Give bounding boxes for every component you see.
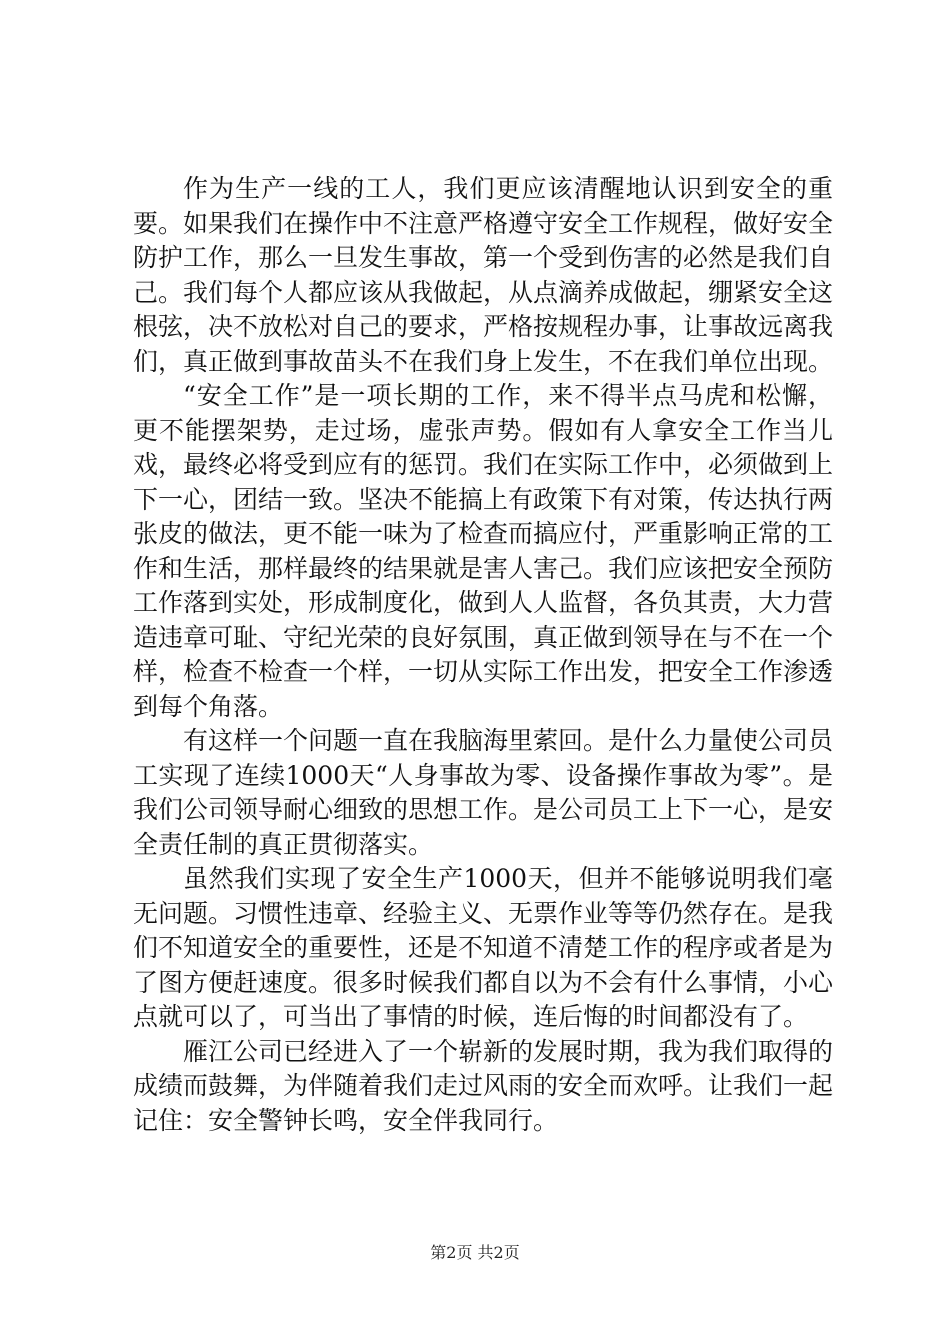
document-body — [133, 172, 833, 1138]
paragraph-2: “安全工作”是一项长期的工作，来不得半点马虎和松懈，更不能摆架势，走过场，虚张声势。假如有人拿安全工作当儿戏，最终必将受到应有的惩罚。我们在实际工作中，必须做到上下一心，团结一致。坚决不能搞上有政策下有对策，传达执行两张皮的做法，更不能一味为了检查而搞应付，严重影响正常的工作和生活，那样最终的结果就是害人害己。我们应该把安全预防工作落到实处，形成制度化，做到人人监督，各负其责，大力营造违章可耻、守纪光荣的良好氛围，真正做到领导在与不在一个样，检查不检查一个样，一切从实际工作出发，把安全工作渗透到每个角落。 — [133, 381, 834, 721]
page-footer: 第2页 共2页 — [430, 1243, 520, 1262]
paragraph-5: 雁江公司已经进入了一个崭新的发展时期，我为我们取得的成绩而鼓舞，为伴随着我们走过风雨的安全而欢呼。让我们一起记住：安全警钟长鸣，安全伴我同行。 — [133, 1036, 834, 1135]
paragraph-4: 虽然我们实现了安全生产1000天，但并不能够说明我们毫无问题。习惯性违章、经验主义、无票作业等等仍然存在。是我们不知道安全的重要性，还是不知道不清楚工作的程序或者是为了图方便赶速度。很多时候我们都自以为不会有什么事情，小心点就可以了，可当出了事情的时候，连后悔的时间都没有了。 — [133, 864, 834, 1031]
paragraph-1: 作为生产一线的工人，我们更应该清醒地认识到安全的重要。如果我们在操作中不注意严格遵守安全工作规程，做好安全防护工作，那么一旦发生事故，第一个受到伤害的必然是我们自己。我们每个人都应该从我做起，从点滴养成做起，绷紧安全这根弦，决不放松对自己的要求，严格按规程办事，让事故远离我们，真正做到事故苗头不在我们身上发生，不在我们单位出现。 — [133, 174, 834, 376]
paragraph-3: 有这样一个问题一直在我脑海里萦回。是什么力量使公司员工实现了连续1000天“人身事故为零、设备操作事故为零”。是我们公司领导耐心细致的思想工作。是公司员工上下一心，是安全责任制的真正贯彻落实。 — [133, 726, 834, 859]
